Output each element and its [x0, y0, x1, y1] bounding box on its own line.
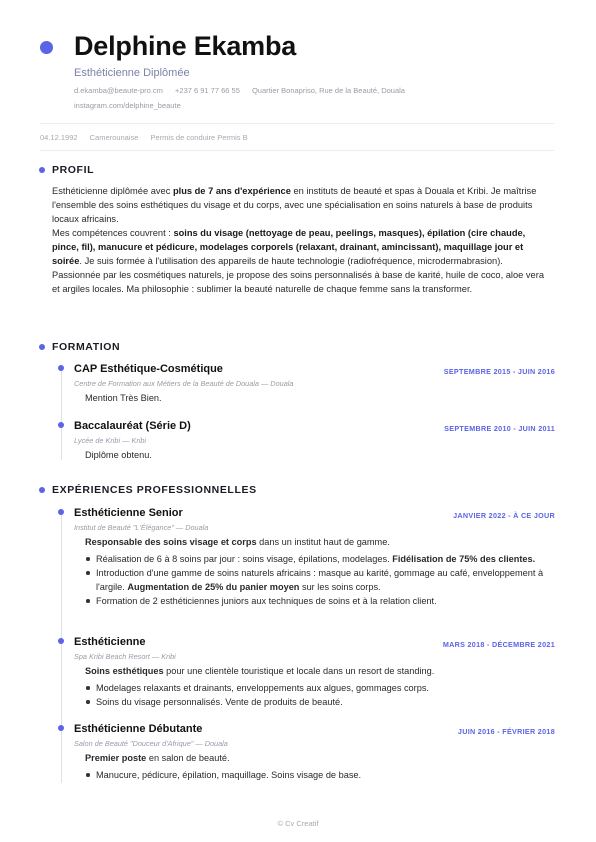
experience-entry-employer: Salon de Beauté "Douceur d'Afrique" — Douala: [74, 739, 228, 748]
experience-entry-intro: Premier poste en salon de beauté.: [85, 753, 230, 763]
candidate-name: Delphine Ekamba: [74, 31, 297, 61]
formation-entry-school: Centre de Formation aux Métiers de la Beauté de Douala — Douala: [74, 379, 294, 388]
address-text: Quartier Bonapriso, Rue de la Beauté, Douala: [251, 86, 405, 95]
experience-bullet: Manucure, pédicure, épilation, maquillage. Soins visage de base.: [84, 768, 554, 782]
meta-divider: [40, 150, 554, 151]
job-title: Esthéticienne Diplômée: [74, 67, 190, 79]
experience-timeline: [61, 511, 62, 783]
personal-info-line: [40, 133, 258, 142]
experience-entry-title: Esthéticienne Débutante: [74, 723, 203, 735]
instagram-link[interactable]: instagram.com/delphine_beaute: [74, 101, 181, 110]
formation-entry-school: Lycée de Kribi — Kribi: [74, 436, 147, 445]
experience-entry-title: Esthéticienne: [74, 636, 146, 648]
formation-entry-dot: [58, 422, 64, 428]
experience-entry-dot: [58, 638, 64, 644]
experience-entry-bullets: [84, 768, 554, 782]
experience-entry-date: JUIN 2016 - FÉVRIER 2018: [457, 727, 555, 736]
profil-paragraph-2: Mes compétences couvrent : soins du visage (nettoyage de peau, peelings, masques), épilation (cire chaude, pince, fil), manucure et pédicure, modelages corporels (relaxant, drainant, amincissant), maquillage jour et soirée. Je suis formée à l'utilisation des appareils de haute technologie (radiofréquence, microdermabrasion). Passionnée par les cosmétiques naturels, je propose des soins personnalisés à base de karité, huile de coco, aloe vera et argiles locales. Ma philosophie : sublimer la beauté naturelle de chaque femme sans la transformer.: [52, 228, 544, 294]
formation-section-title: FORMATION: [52, 341, 121, 353]
formation-entry-title: Baccalauréat (Série D): [74, 420, 191, 432]
formation-timeline: [61, 368, 62, 460]
formation-entry-dot: [58, 365, 64, 371]
experience-section-title: EXPÉRIENCES PROFESSIONNELLES: [52, 484, 257, 496]
experience-entry-bullets: [84, 552, 554, 608]
experience-entry-employer: Institut de Beauté "L'Élégance" — Douala: [74, 523, 209, 532]
experience-entry-dot: [58, 509, 64, 515]
experience-bullet: Formation de 2 esthéticiennes juniors aux techniques de soins et à la relation client.: [84, 594, 554, 608]
profil-summary: [52, 184, 554, 296]
experience-section-dot: [39, 487, 45, 493]
experience-entry-dot: [58, 725, 64, 731]
driving-license: Permis de conduire Permis B: [150, 133, 248, 142]
formation-section-dot: [39, 344, 45, 350]
experience-entry-employer: Spa Kribi Beach Resort — Kribi: [74, 652, 176, 661]
experience-entry-date: JANVIER 2022 - À CE JOUR: [453, 511, 555, 520]
profil-paragraph-1: Esthéticienne diplômée avec plus de 7 ans d'expérience en instituts de beauté et spas à Douala et Kribi. Je maîtrise l'ensemble des soins esthétiques du visage et du corps, avec une spécialisation en soins naturels à base de produits locaux africains.: [52, 186, 537, 224]
birth-date: 04.12.1992: [40, 133, 78, 142]
profil-section-dot: [39, 167, 45, 173]
email-link[interactable]: d.ekamba@beaute-pro.cm: [74, 86, 163, 95]
experience-bullet: Modelages relaxants et drainants, enveloppements aux algues, gommages corps.: [84, 681, 554, 695]
experience-bullet: Introduction d'une gamme de soins naturels africains : masque au karité, gommage au café, enveloppement à l'argile. Augmentation de 25% du panier moyen sur les soins corps.: [84, 566, 554, 594]
footer-credit: © Cv Creatif: [277, 819, 319, 828]
formation-entry-date: SEPTEMBRE 2010 - JUIN 2011: [444, 424, 555, 433]
formation-entry-detail: Mention Très Bien.: [85, 393, 162, 403]
experience-entry-date: MARS 2018 - DÉCEMBRE 2021: [442, 640, 555, 649]
contact-line: [74, 86, 415, 95]
formation-entry-detail: Diplôme obtenu.: [85, 450, 152, 460]
formation-entry-date: SEPTEMBRE 2015 - JUIN 2016: [443, 367, 555, 376]
experience-entry-bullets: [84, 681, 554, 709]
header-divider: [40, 123, 554, 124]
phone-text: +237 6 91 77 66 55: [175, 86, 240, 95]
profil-section-title: PROFIL: [52, 164, 95, 176]
experience-bullet: Soins du visage personnalisés. Vente de produits de beauté.: [84, 695, 554, 709]
name-accent-dot: [40, 41, 53, 54]
experience-entry-intro: Responsable des soins visage et corps dans un institut haut de gamme.: [85, 537, 390, 547]
formation-entry-title: CAP Esthétique-Cosmétique: [74, 363, 223, 375]
nationality: Camerounaise: [89, 133, 139, 142]
experience-entry-intro: Soins esthétiques pour une clientèle touristique et locale dans un resort de standing.: [85, 666, 435, 676]
experience-entry-title: Esthéticienne Senior: [74, 507, 183, 519]
experience-bullet: Réalisation de 6 à 8 soins par jour : soins visage, épilations, modelages. Fidélisation de 75% des clientes.: [84, 552, 554, 566]
